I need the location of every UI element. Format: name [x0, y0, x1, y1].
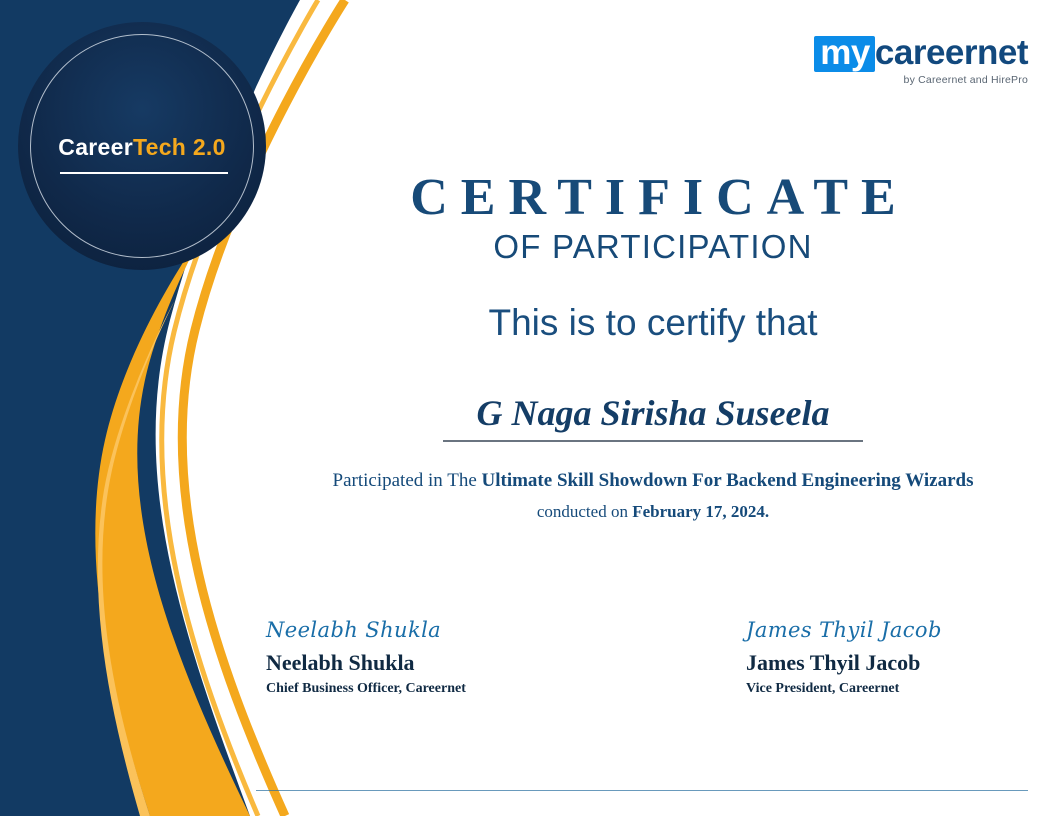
badge-label-primary: Career: [58, 134, 133, 160]
certificate-subtitle: OF PARTICIPATION: [493, 228, 813, 265]
conducted-prefix: conducted on: [536, 502, 633, 521]
signatory-role-right: Vice President, Careernet: [746, 681, 900, 696]
badge-label: [18, 134, 266, 161]
recipient-name: G Naga Sirisha Suseela: [443, 392, 863, 442]
participation-line: [250, 470, 1056, 492]
signature-left: [266, 618, 466, 697]
signatory-role-left: Chief Business Officer, Careernet: [266, 681, 466, 696]
signature-script-right: James Thyil Jacob: [746, 618, 942, 642]
signature-right: [746, 618, 942, 697]
conducted-line: [250, 502, 1056, 522]
event-name: Ultimate Skill Showdown For Backend Engineering Wizards: [481, 470, 974, 491]
badge-label-accent: Tech 2.0: [132, 134, 226, 160]
careertech-logo-badge: [18, 22, 266, 270]
bottom-divider: [256, 790, 1028, 791]
page-title: CERTIFICATE: [410, 169, 909, 226]
brand-wordmark: [778, 34, 1028, 72]
badge-underline: [60, 172, 228, 174]
recipient-area: [250, 392, 1056, 442]
brand-my-text: my: [814, 36, 875, 72]
signatory-name-right: James Thyil Jacob: [746, 650, 921, 675]
brand-careernet-text: careernet: [874, 33, 1028, 72]
brand-tagline: by Careernet and HirePro: [903, 74, 1028, 86]
participation-prefix: Participated in The: [332, 470, 482, 491]
certify-statement: This is to certify that: [488, 302, 818, 343]
mycareernet-logo: [778, 34, 1028, 92]
certificate-content: [250, 0, 1056, 816]
signature-script-left: Neelabh Shukla: [266, 618, 442, 642]
conducted-date: February 17, 2024.: [632, 502, 770, 521]
signature-block: [250, 618, 1056, 728]
signatory-name-left: Neelabh Shukla: [266, 650, 415, 675]
